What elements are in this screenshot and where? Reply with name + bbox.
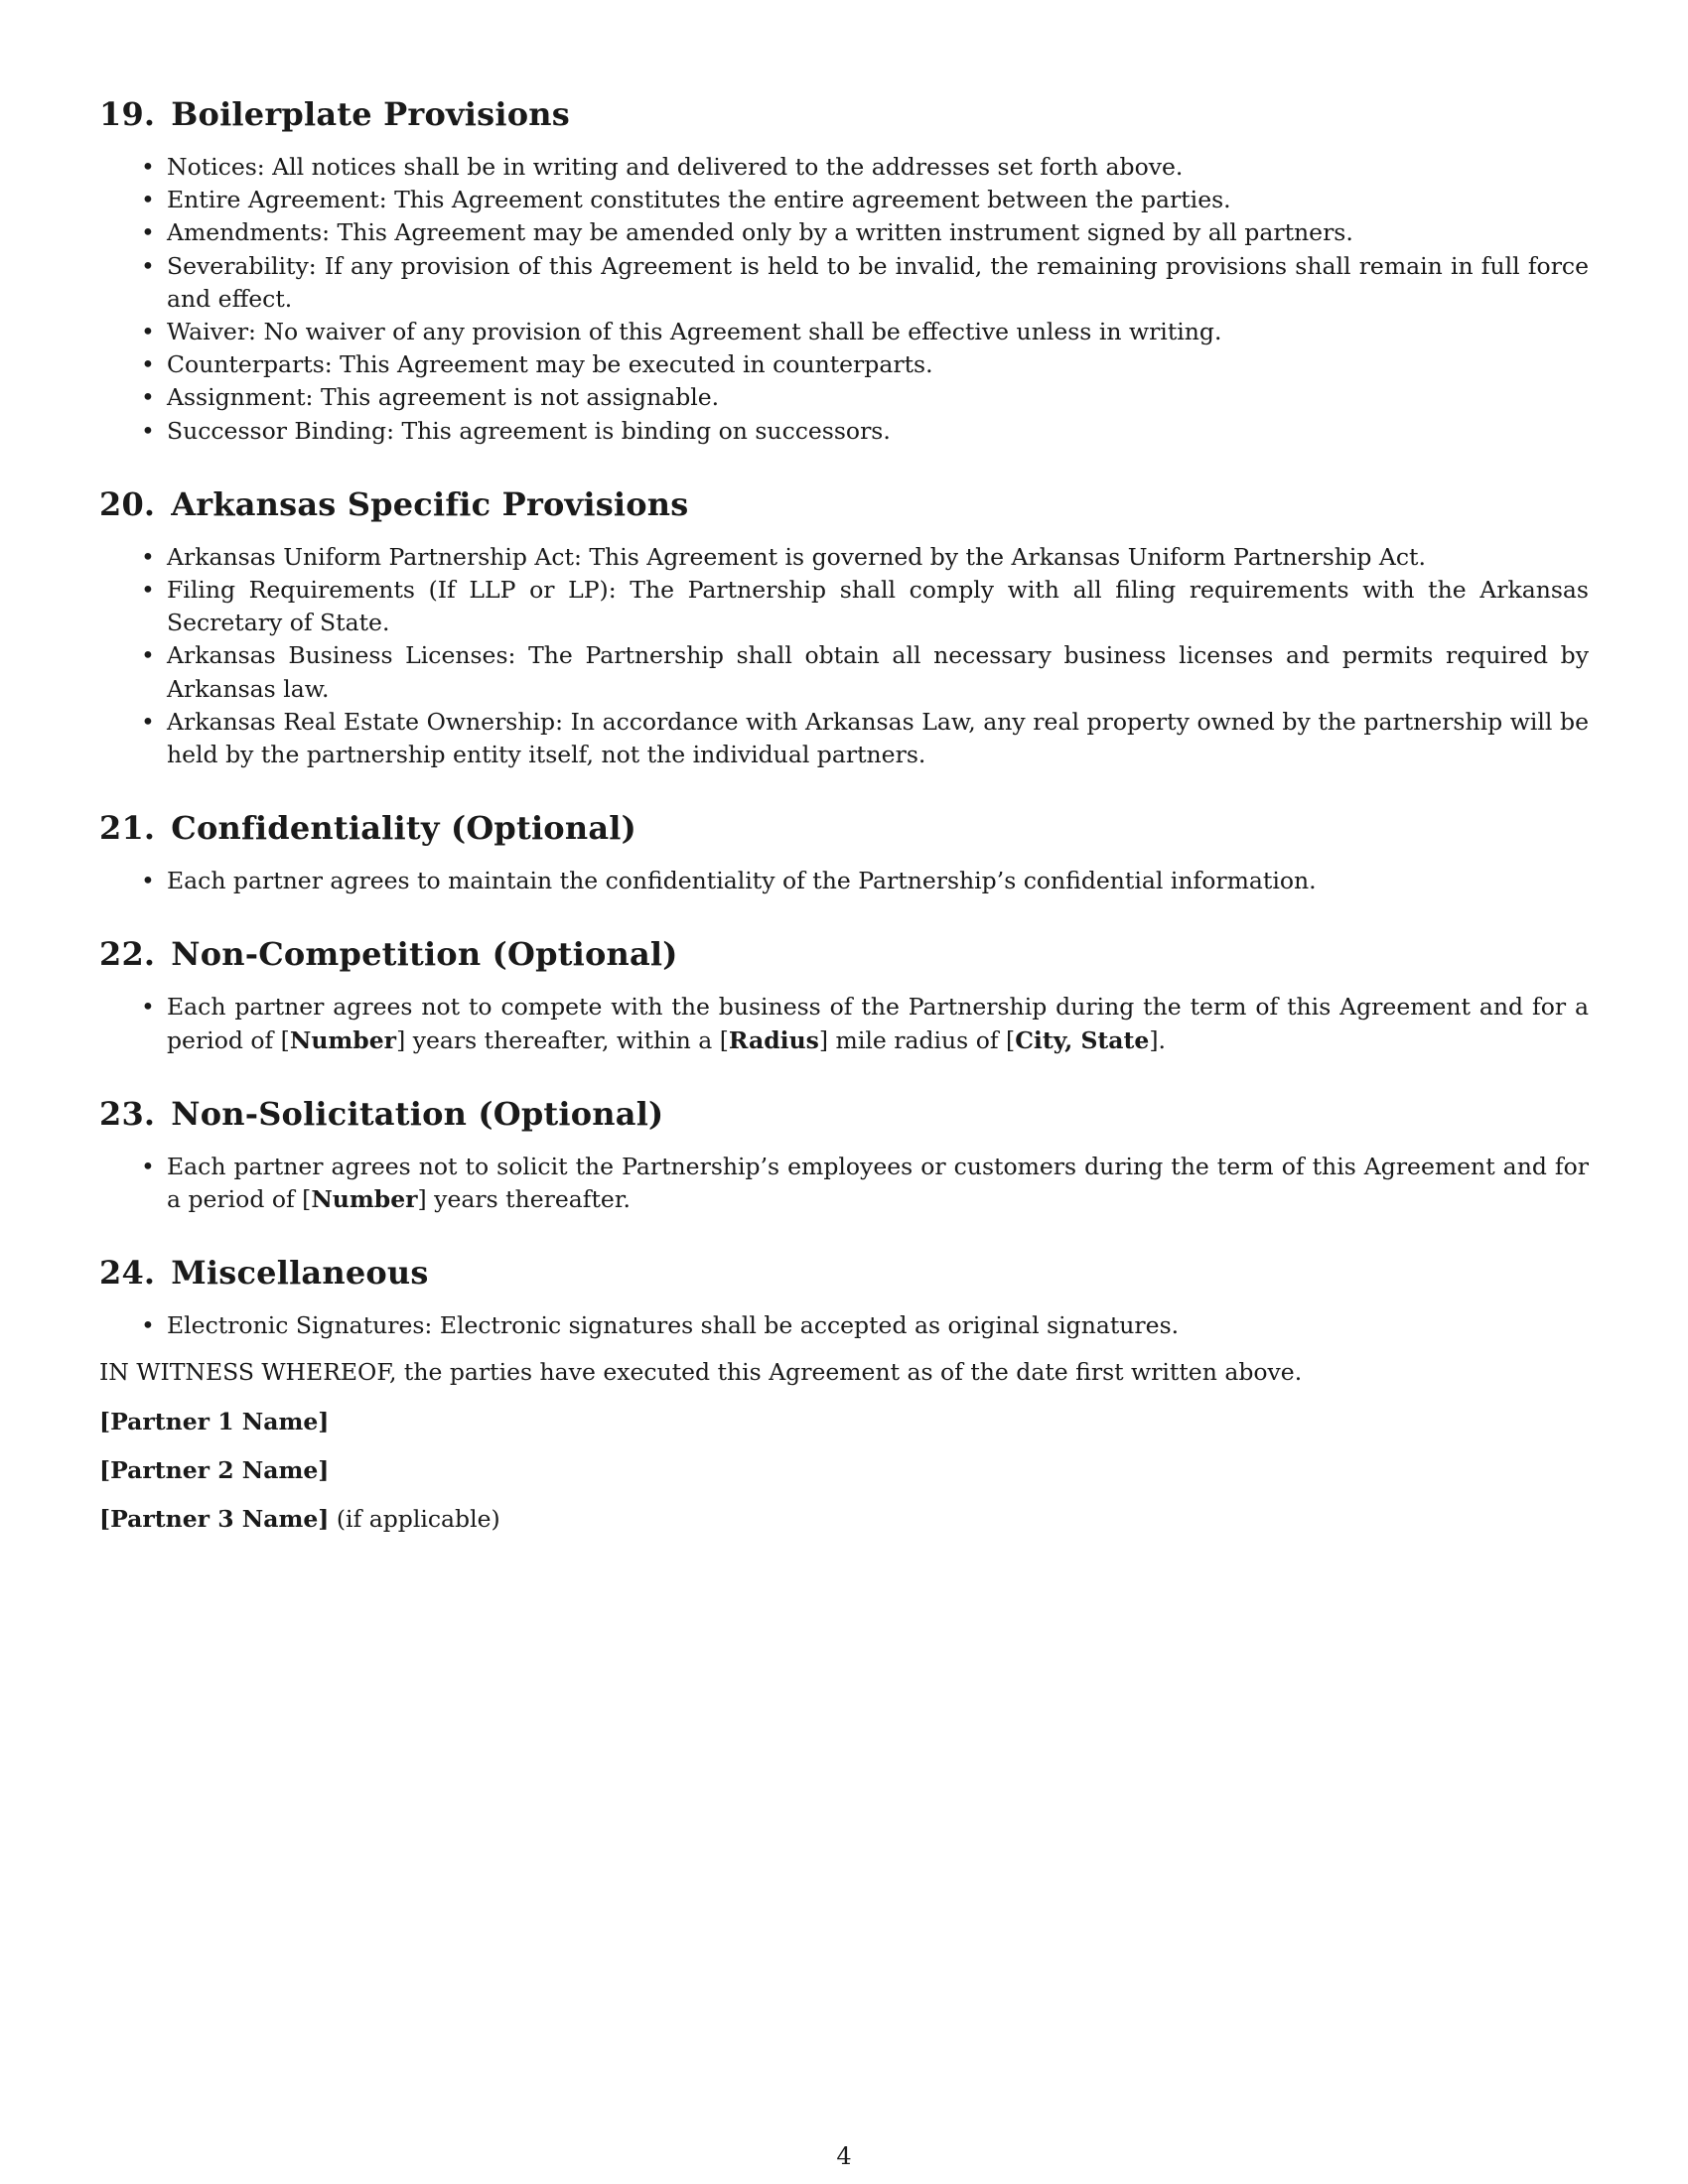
section-heading: 23. Non-Solicitation (Optional) (99, 1094, 664, 1133)
list-item: • Each partner agrees not to solicit the Partnership’s employees or customers during the term of this Agreement and for a period of [Number] years thereafter. (141, 1152, 1589, 1214)
bullet-list (99, 1151, 1589, 1216)
signature-partner-1: [Partner 1 Name] (99, 1407, 330, 1435)
list-item: • Notices: All notices shall be in writing and delivered to the addresses set forth above. (141, 153, 1184, 181)
signature-partner-3: [Partner 3 Name] (if applicable) (99, 1505, 500, 1534)
bullet-list (99, 541, 1589, 771)
page-number: 4 (836, 2142, 852, 2170)
section-heading: 21. Confidentiality (Optional) (99, 809, 636, 848)
list-item: • Arkansas Real Estate Ownership: In accordance with Arkansas Law, any real property owned by the partnership will be held by the partnership entity itself, not the individual partners. (141, 707, 1589, 769)
list-item: • Each partner agrees to maintain the confidentiality of the Partnership’s confidential information. (141, 867, 1317, 895)
section-heading: 19. Boilerplate Provisions (99, 95, 570, 133)
list-item: • Entire Agreement: This Agreement constitutes the entire agreement between the parties. (141, 186, 1231, 214)
list-item: • Severability: If any provision of this Agreement is held to be invalid, the remaining provisions shall remain in full force and effect. (141, 251, 1589, 313)
list-item: • Electronic Signatures: Electronic signatures shall be accepted as original signatures. (141, 1311, 1180, 1340)
list-item: • Waiver: No waiver of any provision of this Agreement shall be effective unless in writing. (141, 318, 1222, 346)
list-item: • Arkansas Uniform Partnership Act: This Agreement is governed by the Arkansas Uniform Partnership Act. (141, 542, 1426, 571)
section-heading: 22. Non-Competition (Optional) (99, 935, 678, 974)
list-item: • Assignment: This agreement is not assignable. (141, 383, 720, 412)
section-heading: 24. Miscellaneous (99, 1254, 429, 1293)
bullet-list (99, 865, 1589, 897)
list-item: • Filing Requirements (If LLP or LP): The Partnership shall comply with all filing requirements with the Arkansas Secretary of State. (141, 576, 1589, 637)
list-item: • Amendments: This Agreement may be amended only by a written instrument signed by all partners. (141, 218, 1353, 247)
list-item: • Counterparts: This Agreement may be executed in counterparts. (141, 350, 933, 379)
witness-statement: IN WITNESS WHEREOF, the parties have executed this Agreement as of the date first written above. (99, 1358, 1303, 1387)
list-item: • Each partner agrees not to compete with the business of the Partnership during the term of this Agreement and for a period of [Number] years thereafter, within a [Radius] mile radius of [City, State]. (141, 993, 1589, 1054)
list-item: • Successor Binding: This agreement is binding on successors. (141, 416, 891, 445)
section-heading: 20. Arkansas Specific Provisions (99, 484, 689, 523)
document-page (99, 91, 1589, 1552)
signature-partner-2: [Partner 2 Name] (99, 1455, 330, 1484)
bullet-list (99, 991, 1589, 1056)
bullet-list (99, 1309, 1589, 1342)
list-item: • Arkansas Business Licenses: The Partnership shall obtain all necessary business licenses and permits required by Arkansas law. (141, 641, 1589, 703)
bullet-list (99, 151, 1589, 448)
